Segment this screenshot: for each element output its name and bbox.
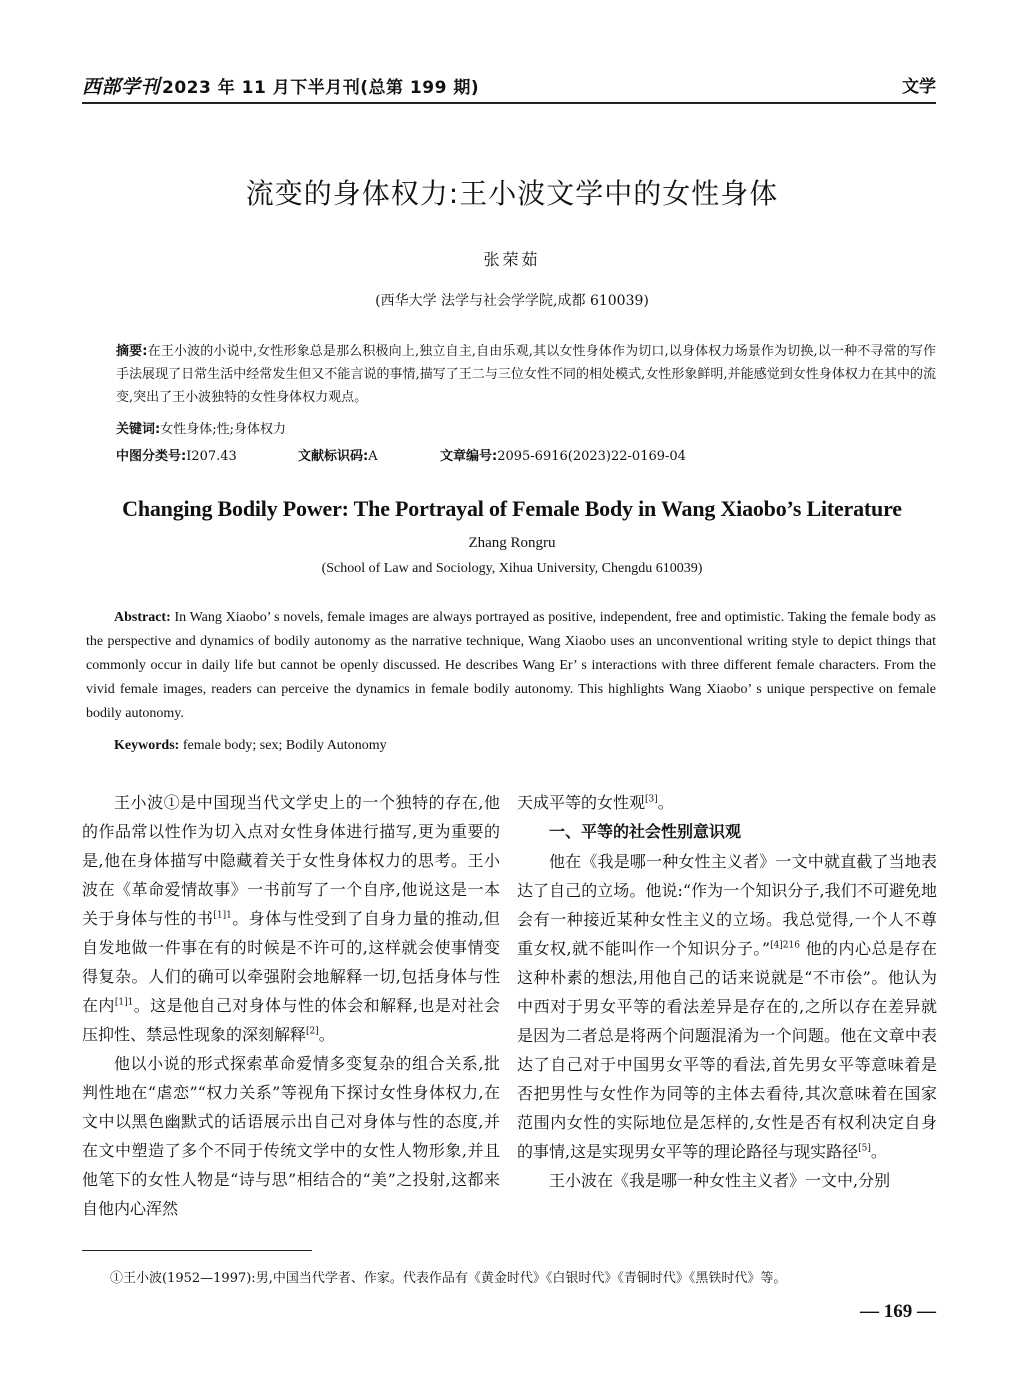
footnote-divider [82,1250,312,1251]
keywords-en [114,738,387,754]
keywords-cn-label: 关键词: [116,422,161,437]
citation-ref[interactable]: [1]1 [114,997,134,1008]
clc-label: 中图分类号: [116,449,187,464]
page-number: — 169 — [860,1301,936,1322]
section-heading-1: 一、平等的社会性别意识观 [549,822,742,841]
text-run: 。 [657,793,674,812]
clc-value: I207.43 [186,449,237,464]
doc-code [298,445,378,464]
body-column-left [82,788,500,1223]
abstract-en-label: Abstract: [114,610,171,625]
author-cn: 张荣茹 [483,250,541,269]
citation-ref[interactable]: [2] [306,1026,319,1037]
citation-ref[interactable]: [1]1 [213,910,232,921]
text-run: 王小波 [114,793,164,812]
body-paragraph-3 [517,847,937,1166]
text-run: 。身体与性受到了自身力量的推动,但自发地做一件事在有的时候是不许可的,这样就会使事情变得复杂。人们的确可以牵强附会地解释一切,包括身体与性在内 [82,909,500,1015]
author-en: Zhang Rongru [468,535,556,551]
issue-info: 2023 年 11 月下半月刊(总第 199 期) [162,78,480,98]
abstract-en-text: In Wang Xiaobo’ s novels, female images are always portrayed as positive, independent, free and optimistic. Taking the female body as the perspective and dynamics of bodily autonomy as the narrative technique, Wang Xiaobo uses an unconventional writing style to depict things that commonly occur in daily life but cannot be openly discussed. He describes Wang Er’ s interactions with three different female characters. From the vivid female images, readers can perceive the dynamics in female bodily autonomy. This highlights Wang Xiaobo’ s unique perspective on female bodily autonomy. [86,610,936,721]
citation-ref[interactable]: [4]216 [770,940,800,951]
section-name: 文学 [902,77,936,97]
body-column-right [517,788,937,1195]
keywords-en-label: Keywords: [114,738,180,753]
text-run: 他以小说的形式探索革命爱情多变复杂的组合关系,批判性地在“虐恋”“权力关系”等视角下探讨女性身体权力,在文中以黑色幽默式的话语展示出自己对身体与性的态度,并在文中塑造了多个不同于传统文学中的女性人物形象,并且他笔下的女性人物是“诗与思”相结合的“美”之投射,这都来自他内心浑然 [82,1054,500,1218]
article-number [440,445,686,464]
body-paragraph-1 [82,788,500,1049]
abstract-en [86,606,936,726]
article-number-value: 2095-6916(2023)22-0169-04 [497,449,686,464]
abstract-cn-label: 摘要: [116,344,148,359]
journal-logo: 西部学刊 [82,76,161,98]
affiliation-cn: (西华大学 法学与社会学学院,成都 610039) [375,293,649,309]
text-run: 他的内心总是存在这种朴素的想法,用他自己的话来说就是“不市侩”。他认为中西对于男女平等的看法差异是存在的,之所以存在差异就是因为二者总是将两个问题混淆为一个问题。他在文章中表达了自己对于中国男女平等的看法,首先男女平等意味着是否把男性与女性作为同等的主体去看待,其次意味着在国家范围内女性的实际地位是怎样的,女性是否有权利决定自身的事情,这是实现男女平等的理论路径与现实路径 [517,939,937,1161]
doc-value: A [368,449,378,464]
text-run: 他在《我是哪一种女性主义者》一文中就直截了当地表达了自己的立场。他说:“作为一个知识分子,我们不可避免地会有一种接近某种女性主义的立场。我总觉得,一个人不尊重女权,就不能叫作一个知识分子。” [517,852,937,958]
citation-ref[interactable]: [3] [645,794,658,805]
article-number-label: 文章编号: [440,449,498,464]
classification-meta [116,445,936,465]
article-title-cn: 流变的身体权力:王小波文学中的女性身体 [245,177,779,210]
clc-number [116,445,237,464]
abstract-cn-text: 在王小波的小说中,女性形象总是那么积极向上,独立自主,自由乐观,其以女性身体作为切口,以身体权力场景作为切换,以一种不寻常的写作手法展现了日常生活中经常发生但又不能言说的事情,描写了王二与三位女性不同的相处模式,女性形象鲜明,并能感觉到女性身体权力在其中的流变,突出了王小波独特的女性身体权力观点。 [116,344,937,405]
text-run: 。 [870,1142,887,1161]
keywords-en-text: female body; sex; Bodily Autonomy [182,738,387,753]
doc-label: 文献标识码: [298,449,369,464]
keywords-cn-text: 女性身体;性;身体权力 [160,422,286,437]
body-paragraph-2-continued [517,788,937,817]
citation-ref[interactable]: [5] [858,1143,871,1154]
keywords-cn [116,418,286,437]
body-paragraph-4 [517,1166,937,1195]
footnote: ①王小波(1952—1997):男,中国当代学者、作家。代表作品有《黄金时代》《白银时代》《青铜时代》《黑铁时代》等。 [110,1271,787,1286]
text-run: 。 [318,1025,335,1044]
affiliation-en: (School of Law and Sociology, Xihua University, Chengdu 610039) [321,561,703,576]
text-run: 。这是他自己对身体与性的体会和解释,也是对社会压抑性、禁忌性现象的深刻解释 [82,996,500,1044]
journal-issue [82,72,479,99]
text-run: 是中国现当代文学史上的一个独特的存在,他的作品常以性作为切入点对女性身体进行描写,更为重要的是,他在身体描写中隐藏着关于女性身体权力的思考。王小波在《革命爱情故事》一书前写了一个自序,他说这是一本关于身体与性的书 [82,793,500,928]
text-run: 天成平等的女性观 [517,793,646,812]
body-paragraph-2 [82,1049,500,1223]
text-run: 王小波在《我是哪一种女性主义者》一文中,分别 [549,1171,891,1190]
article-title-en: Changing Bodily Power: The Portrayal of Female Body in Wang Xiaobo’s Literature [122,496,902,521]
abstract-cn [116,340,936,409]
running-header [82,70,936,104]
footnote-marker[interactable]: ① [163,793,181,812]
